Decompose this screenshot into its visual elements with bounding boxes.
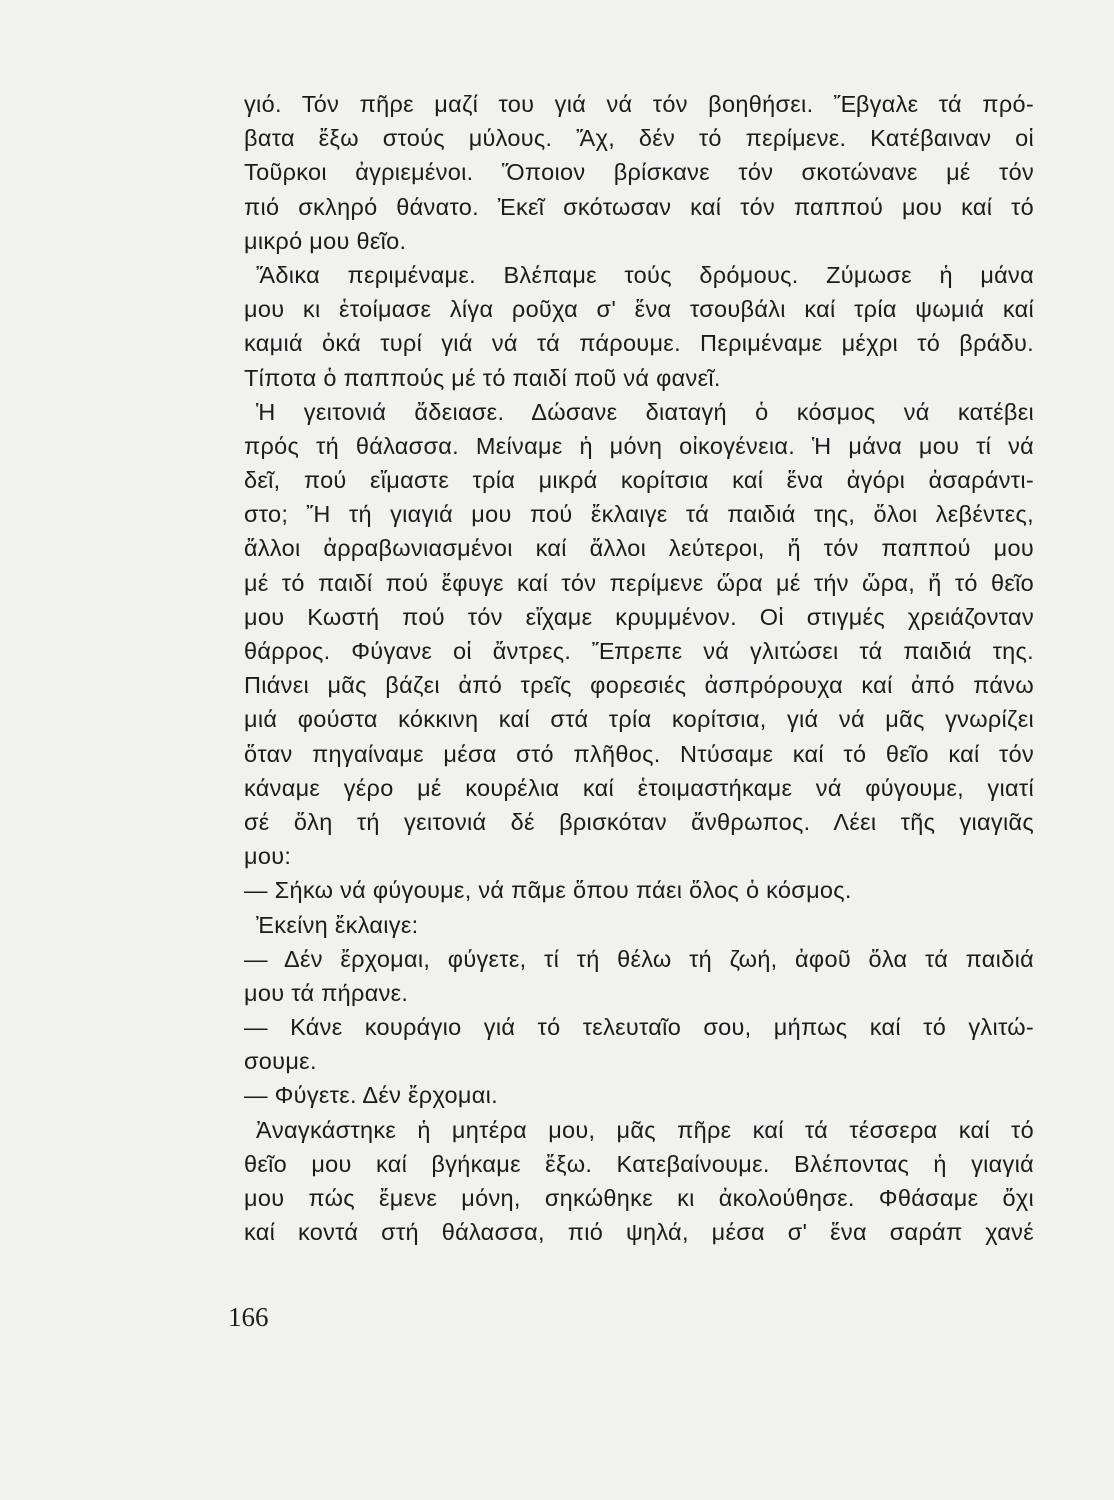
text-line: — Δέν ἔρχομαι, φύγετε, τί τή θέλω τή ζωή, ἀφοῦ ὅλα τά παιδιά (244, 945, 1034, 972)
text-line: Ἡ γειτονιά ἄδειασε. Δώσανε διαταγή ὁ κόσμος νά κατέβει (256, 398, 1034, 425)
text-line: — Φύγετε. Δέν ἔρχομαι. (244, 1082, 498, 1109)
text-line: ὅταν πηγαίναμε μέσα στό πλῆθος. Ντύσαμε καί τό θεῖο καί τόν (244, 740, 1034, 767)
text-line: Πιάνει μᾶς βάζει ἀπό τρεῖς φορεσιές ἀσπρόρουχα καί ἀπό πάνω (244, 672, 1034, 699)
text-line: μου Κωστή πού τόν εἴχαμε κρυμμένον. Οἱ στιγμές χρειάζονταν (244, 603, 1034, 630)
text-line: θεῖο μου καί βγήκαμε ἔξω. Κατεβαίνουμε. Βλέποντας ἡ γιαγιά (244, 1150, 1034, 1177)
text-line: Ἀναγκάστηκε ἡ μητέρα μου, μᾶς πῆρε καί τά τέσσερα καί τό (256, 1116, 1034, 1143)
text-line: βατα ἔξω στούς μύλους. Ἄχ, δέν τό περίμενε. Κατέβαιναν οἱ (244, 125, 1034, 152)
text-line: Ἐκείνη ἔκλαιγε: (256, 911, 419, 938)
text-line: καμιά ὀκά τυρί γιά νά τά πάρουμε. Περιμέναμε μέχρι τό βράδυ. (244, 330, 1034, 357)
body-text (244, 87, 1034, 1249)
text-line: πιό σκληρό θάνατο. Ἐκεῖ σκότωσαν καί τόν παππού μου καί τό (244, 193, 1034, 220)
text-line: καί κοντά στή θάλασσα, πιό ψηλά, μέσα σ' ἕνα σαράπ χανέ (244, 1219, 1034, 1246)
text-line: μου πώς ἔμενε μόνη, σηκώθηκε κι ἀκολούθησε. Φθάσαμε ὄχι (244, 1185, 1034, 1211)
text-line: στο; Ἤ τή γιαγιά μου πού ἔκλαιγε τά παιδιά της, ὅλοι λεβέντες, (244, 501, 1034, 528)
text-line: κάναμε γέρο μέ κουρέλια καί ἑτοιμαστήκαμε νά φύγουμε, γιατί (244, 774, 1034, 801)
text-line: ἄλλοι ἀρραβωνιασμένοι καί ἄλλοι λεύτεροι, ἤ τόν παππού μου (244, 535, 1034, 562)
text-line: Τίποτα ὁ παππούς μέ τό παιδί ποῦ νά φανεῖ. (244, 364, 721, 391)
text-line: δεῖ, πού εἴμαστε τρία μικρά κορίτσια καί ἕνα ἀγόρι ἀσαράντι- (244, 467, 1034, 494)
text-line: σουμε. (244, 1048, 317, 1075)
text-line: μιά φούστα κόκκινη καί στά τρία κορίτσια, γιά νά μᾶς γνωρίζει (244, 706, 1034, 733)
text-line: γιό. Τόν πῆρε μαζί του γιά νά τόν βοηθήσει. Ἔβγαλε τά πρό- (244, 91, 1034, 117)
text-line: μικρό μου θεῖο. (244, 227, 407, 254)
text-line: — Σήκω νά φύγουμε, νά πᾶμε ὅπου πάει ὅλος ὁ κόσμος. (244, 877, 852, 904)
text-line: Ἄδικα περιμέναμε. Βλέπαμε τούς δρόμους. Ζύμωσε ἡ μάνα (256, 261, 1034, 288)
text-line: μου κι ἑτοίμασε λίγα ροῦχα σ' ἕνα τσουβάλι καί τρία ψωμιά καί (244, 296, 1034, 323)
text-line: — Κάνε κουράγιο γιά τό τελευταῖο σου, μήπως καί τό γλιτώ- (244, 1014, 1034, 1041)
text-line: σέ ὅλη τή γειτονιά δέ βρισκόταν ἄνθρωπος. Λέει τῆς γιαγιᾶς (244, 808, 1034, 835)
text-line: Τοῦρκοι ἀγριεμένοι. Ὅποιον βρίσκανε τόν σκοτώνανε μέ τόν (244, 159, 1034, 186)
text-line: μου: (244, 843, 292, 870)
text-line: θάρρος. Φύγανε οἱ ἄντρες. Ἔπρεπε νά γλιτώσει τά παιδιά της. (244, 638, 1034, 664)
text-line: μου τά πήρανε. (244, 979, 409, 1006)
text-line: μέ τό παιδί πού ἔφυγε καί τόν περίμενε ὥρα μέ τήν ὥρα, ἤ τό θεῖο (244, 569, 1034, 596)
page-number: 166 (228, 1302, 269, 1332)
text-line: πρός τή θάλασσα. Μείναμε ἡ μόνη οἰκογένεια. Ἡ μάνα μου τί νά (244, 432, 1034, 459)
